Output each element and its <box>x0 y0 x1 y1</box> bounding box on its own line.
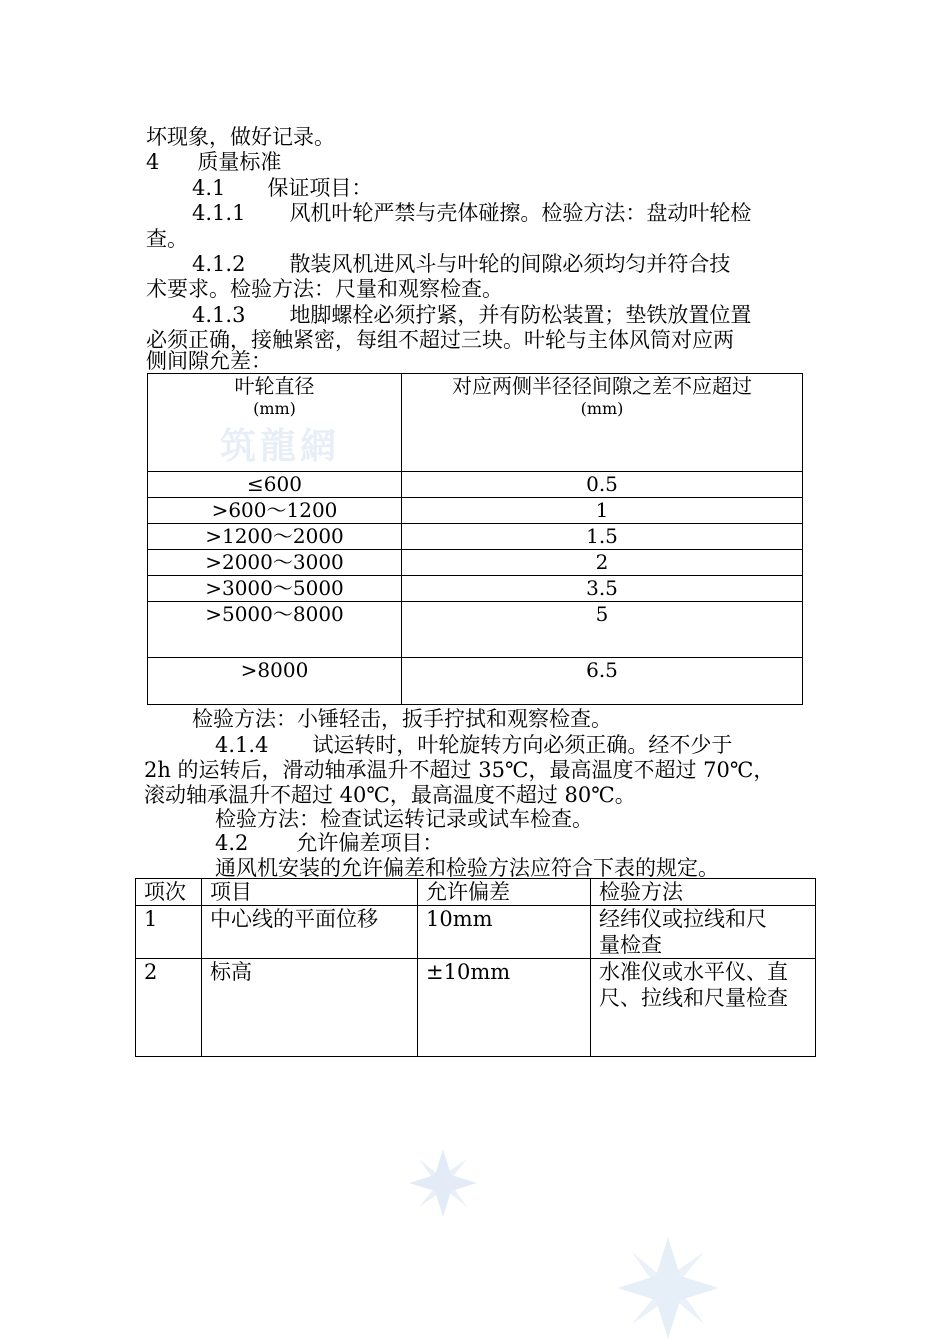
table-cell: >3000～5000 <box>148 576 402 602</box>
table-header-cell: 检验方法 <box>591 879 816 906</box>
table-cell: 3.5 <box>402 576 803 602</box>
tolerance-table <box>135 878 816 1057</box>
table-cell: 经纬仪或拉线和尺 量检查 <box>591 906 816 959</box>
table-cell: 10mm <box>418 906 591 959</box>
table-row <box>148 498 803 524</box>
table-header-cell: 项目 <box>202 879 418 906</box>
table-cell: 水准仪或水平仪、直 尺、拉线和尺量检查 <box>591 959 816 1057</box>
table-header-row <box>136 879 816 906</box>
table-header-cell: 叶轮直径 (mm) <box>148 374 402 472</box>
table-row <box>148 524 803 550</box>
clause-number: 4.1.4 <box>215 733 269 757</box>
watermark-text: 筑龍網 <box>220 426 341 467</box>
table-row <box>136 959 816 1057</box>
section-heading <box>146 149 281 175</box>
text-line: 2h 的运转后，滑动轴承温升不超过 35℃，最高温度不超过 70℃， <box>144 758 775 782</box>
table-cell: >2000～3000 <box>148 550 402 576</box>
clause-text: 试运转时，叶轮旋转方向必须正确。经不少于 <box>312 733 733 757</box>
table-row <box>136 906 816 959</box>
table-cell: ±10mm <box>418 959 591 1057</box>
clause-text: 散装风机进风斗与叶轮的间隙必须均匀并符合技 <box>289 252 731 276</box>
subsection-title: 允许偏差项目： <box>296 831 444 855</box>
watermark-logo-icon <box>403 1143 483 1223</box>
table-cell: 1.5 <box>402 524 803 550</box>
table-cell: 标高 <box>202 959 418 1057</box>
clause-number: 4.1.1 <box>192 201 246 225</box>
table-cell: >600～1200 <box>148 498 402 524</box>
subsection-title: 保证项目： <box>267 176 373 200</box>
clause-number: 4.1.2 <box>192 252 246 276</box>
table-cell: >8000 <box>148 658 402 705</box>
table-row <box>148 472 803 498</box>
table-cell: ≤600 <box>148 472 402 498</box>
table-header-row <box>148 374 803 472</box>
section-title: 质量标准 <box>197 150 282 174</box>
text-line: 术要求。检验方法：尺量和观察检查。 <box>146 277 503 301</box>
table-cell: 5 <box>402 602 803 658</box>
table-cell: 1 <box>136 906 202 959</box>
clause-4-1-3 <box>192 302 751 328</box>
table-cell: 1 <box>402 498 803 524</box>
text-line: 通风机安装的允许偏差和检验方法应符合下表的规定。 <box>215 856 719 880</box>
text-line: 检验方法：小锤轻击，扳手拧拭和观察检查。 <box>192 707 612 731</box>
text-line: 必须正确，接触紧密，每组不超过三块。叶轮与主体风筒对应两 <box>146 328 734 352</box>
table-cell: 6.5 <box>402 658 803 705</box>
subsection-heading <box>192 175 372 201</box>
clearance-table <box>147 373 803 705</box>
table-header-cell: 对应两侧半径径间隙之差不应超过 (mm) <box>402 374 803 472</box>
clause-text: 地脚螺栓必须拧紧，并有防松装置；垫铁放置位置 <box>289 303 752 327</box>
clause-4-1-2 <box>192 251 730 277</box>
table-row <box>148 576 803 602</box>
table-cell: 2 <box>402 550 803 576</box>
table-row <box>148 658 803 705</box>
clause-text: 风机叶轮严禁与壳体碰擦。检验方法：盘动叶轮检 <box>289 201 752 225</box>
subsection-heading <box>215 830 443 856</box>
table-header-cell: 允许偏差 <box>418 879 591 906</box>
table-row <box>148 602 803 658</box>
clause-number: 4.1.3 <box>192 303 246 327</box>
text-line: 滚动轴承温升不超过 40℃，最高温度不超过 80℃。 <box>144 783 636 807</box>
clause-4-1-1 <box>192 200 751 226</box>
text-line: 检验方法：检查试运转记录或试车检查。 <box>215 807 593 831</box>
table-cell: >5000～8000 <box>148 602 402 658</box>
subsection-number: 4.2 <box>215 831 249 855</box>
text-line: 查。 <box>146 227 188 251</box>
table-cell: >1200～2000 <box>148 524 402 550</box>
watermark-logo-icon <box>613 1233 723 1343</box>
table-cell: 2 <box>136 959 202 1057</box>
text-line: 坏现象，做好记录。 <box>146 125 335 149</box>
table-header-cell: 项次 <box>136 879 202 906</box>
table-cell: 0.5 <box>402 472 803 498</box>
clause-4-1-4 <box>215 732 732 758</box>
table-row <box>148 550 803 576</box>
subsection-number: 4.1 <box>192 176 226 200</box>
table-cell: 中心线的平面位移 <box>202 906 418 959</box>
section-number: 4 <box>146 150 160 174</box>
text-line: 侧间隙允差： <box>146 349 272 373</box>
